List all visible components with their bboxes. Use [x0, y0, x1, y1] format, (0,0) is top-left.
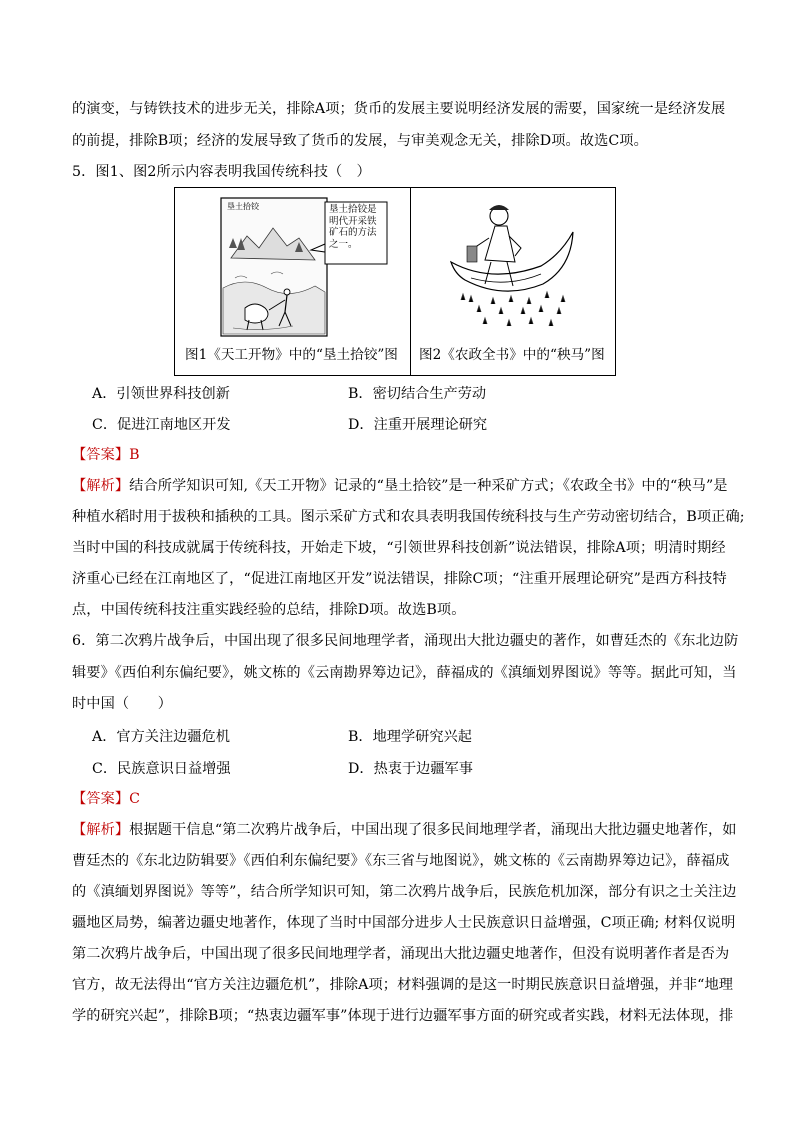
question-6-stem: 6．第二次鸦片战争后，中国出现了很多民间地理学者，涌现出大批边疆史的著作，如曹廷杰的《东北边防	[72, 633, 739, 649]
q5-explanation-line	[72, 477, 728, 495]
question-6-stem: 辑要》《西伯利东偏纪要》，姚文栋的《云南勘界筹边记》，薛福成的《滇缅划界图说》等等。据此可知，当	[72, 665, 737, 681]
q6-explanation-line: 疆地区局势，编著边疆史地著作，体现了当时中国部分进步人士民族意识日益增强，C项正确; 材料仅说明	[72, 915, 736, 931]
section-tag: 【答案】	[72, 791, 130, 807]
section-text: 结合所学知识可知,《天工开物》记录的“垦土拾铰”是一种采矿方式；《农政全书》中的“秧马”是	[129, 478, 728, 494]
q6-explanation-line	[72, 821, 737, 839]
figure-1-inner-title: 垦土拾铰	[227, 202, 259, 211]
q6-answer	[72, 790, 724, 808]
figure-1-note: 垦土拾铰是明代开采铁矿石的方法之一。	[329, 204, 377, 250]
q5-answer	[72, 446, 724, 464]
section-tag: 【解析】	[72, 478, 130, 494]
section-text: B	[129, 447, 140, 463]
q5-explanation-line: 种植水稻时用于拔秧和插秧的工具。图示采矿方式和农具表明我国传统科技与生产劳动密切结合，B项正确;	[72, 509, 745, 525]
figure-box	[174, 187, 616, 376]
section-text: C	[129, 791, 141, 807]
q5-option-b: B．密切结合生产劳动	[348, 386, 487, 402]
q5-explanation-line: 济重心已经在江南地区了，“促进江南地区开发”说法错误，排除C项；“注重开展理论研究”是西方科技特	[72, 571, 727, 587]
q6-explanation-line: 官方，故无法得出“官方关注边疆危机”，排除A项；材料强调的是这一时期民族意识日益增强，并非“地理	[72, 977, 734, 993]
q5-explanation-line: 当时中国的科技成就属于传统科技，开始走下坡，“引领世界科技创新”说法错误，排除A项；明清时期经	[72, 540, 726, 556]
text-line: 的演变，与铸铁技术的进步无关，排除A项；货币的发展主要说明经济发展的需要，国家统一是经济发展	[72, 101, 726, 117]
q6-option-c: C．民族意识日益增强	[92, 761, 231, 777]
figure-2-caption: 图2《农政全书》中的“秧马”图	[419, 347, 605, 363]
section-text: 根据题干信息“第二次鸦片战争后，中国出现了很多民间地理学者，涌现出大批边疆史地著作，如	[129, 822, 737, 838]
q6-option-d: D．热衷于边疆军事	[348, 761, 473, 777]
section-tag: 【解析】	[72, 822, 130, 838]
question-5-stem: 5．图1、图2所示内容表明我国传统科技（ ）	[72, 164, 371, 180]
q6-explanation-line: 学的研究兴起”，排除B项；“热衷边疆军事”体现于进行边疆军事方面的研究或者实践，材料无法体现，排	[72, 1008, 734, 1024]
q5-option-c: C．促进江南地区开发	[92, 417, 231, 433]
figure-2	[411, 188, 615, 375]
q6-option-a: A．官方关注边疆危机	[92, 729, 230, 745]
q5-option-a: A．引领世界科技创新	[92, 386, 230, 402]
q5-option-d: D．注重开展理论研究	[348, 417, 488, 433]
section-tag: 【答案】	[72, 447, 130, 463]
question-6-stem: 时中国（ ）	[72, 696, 173, 712]
figure-1	[175, 188, 410, 375]
q5-explanation-line: 点，中国传统科技注重实践经验的总结，排除D项。故选B项。	[72, 602, 466, 618]
figure-1-caption: 图1《天工开物》中的“垦土拾铰”图	[185, 347, 398, 363]
text-line: 的前提，排除B项；经济的发展导致了货币的发展，与审美观念无关，排除D项。故选C项。	[72, 133, 648, 149]
q6-explanation-line: 的《滇缅划界图说》等等”，结合所学知识可知，第二次鸦片战争后，民族危机加深，部分有识之士关注边	[72, 884, 737, 900]
q6-option-b: B．地理学研究兴起	[348, 729, 472, 745]
q6-explanation-line: 第二次鸦片战争后，中国出现了很多民间地理学者，涌现出大批边疆史地著作，但没有说明著作者是否为	[72, 946, 730, 962]
q6-explanation-line: 曹廷杰的《东北边防辑要》《西伯利东偏纪要》《东三省与地图说》，姚文栋的《云南勘界筹边记》，薛福成	[72, 853, 730, 869]
